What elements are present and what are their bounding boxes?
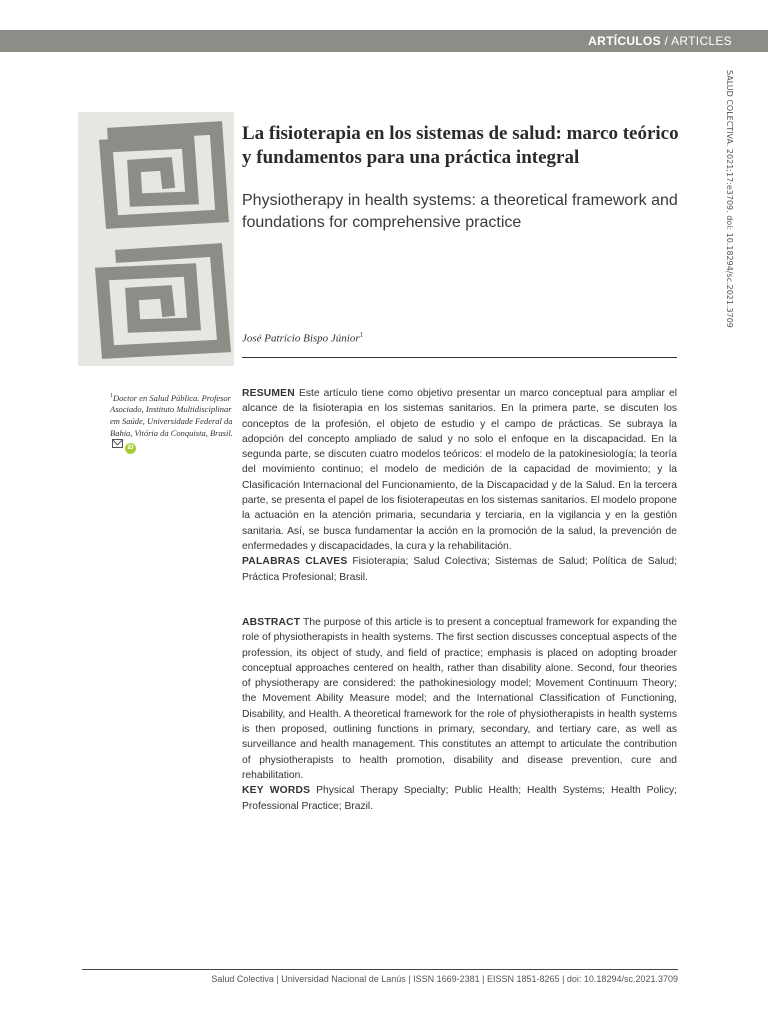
footer-divider bbox=[82, 969, 678, 970]
resumen-text: Este artículo tiene como objetivo presentar un marco conceptual para ampliar el alcance de la fisioterapia en los sistemas sanitarios. En la primera parte, se discuten los conceptos de la profesión, el objeto de estudio y el campo de prácticas. Se subraya la adopción del concepto ampliado de salud y no solo el enfoque en la discapacidad. En la segunda parte, se discuten cuatro modelos teóricos: el modelo de la patokinesiología; la teoría del movimiento continuo; el modelo de medición de la capacidad de movimiento; y la Clasificación Internacional del Funcionamiento, de la Discapacidad y de la Salud. En la tercera parte, se presenta el papel de los fisioterapeutas en los sistemas sanitarios. El modelo propone la actuación en la atención primaria, secundaria y terciaria, en la vigilancia y en la gestión sanitaria. Así, se busca fundamentar la acción en la promoción de la salud, la prevención de enfermedades y discapacidades, la cura y la rehabilitación. bbox=[242, 388, 678, 552]
author-superscript: 1 bbox=[359, 331, 364, 339]
affiliation-text: Doctor en Salud Pública. Profesor Asociado, Instituto Multidisciplinar em Saúde, Universidade Federal da Bahia, Vitória da Conquista, Brasil. bbox=[110, 392, 233, 438]
author-name[interactable]: José Patrício Bispo Júnior bbox=[242, 332, 360, 345]
mail-icon[interactable] bbox=[112, 439, 123, 448]
resumen-block bbox=[242, 386, 677, 585]
affiliation-note bbox=[110, 391, 236, 454]
section-label bbox=[588, 34, 732, 48]
section-label-en: ARTICLES bbox=[671, 34, 732, 48]
section-header-bar bbox=[0, 30, 768, 52]
spiral-logo-icon bbox=[78, 112, 234, 366]
header-divider bbox=[242, 357, 677, 358]
palabras-claves-text: Fisioterapia; Salud Colectiva; Sistemas de Salud; Política de Salud; Práctica Profesional; Brasil. bbox=[242, 556, 677, 583]
article-title-en: Physiotherapy in health systems: a theoretical framework and foundations for comprehensive practice bbox=[242, 192, 678, 231]
palabras-claves-label: PALABRAS CLAVES bbox=[242, 556, 348, 568]
abstract-block bbox=[242, 615, 677, 814]
keywords-text: Physical Therapy Specialty; Public Health; Health Systems; Health Policy; Professional Practice; Brazil. bbox=[242, 785, 677, 812]
abstract-text: The purpose of this article is to present a conceptual framework for expanding the role of physiotherapists in health systems. The first section discusses conceptual aspects of the profession, its object of study, and field of practice; emphasis is placed on adopting broader conceptual approaches centered on health, rather than disability alone. Second, four theories of physiotherapy are considered: the pathokinesiology model; Movement Continuum Theory; the Movement Ability Measure model; and the International Classification of Functioning, Disability, and Health. A theoretical framework for the role of physiotherapists in health systems is then proposed, outlining functions in primary, secondary, and tertiary care, as well as surveillance and health management. This constitutes an attempt to articulate the contribution of physiotherapists to health promotion, disability and disease prevention, cure and rehabilitation. bbox=[242, 617, 677, 781]
keywords-label: KEY WORDS bbox=[242, 785, 311, 797]
affiliation-superscript: 1 bbox=[110, 393, 113, 399]
abstract-label: ABSTRACT bbox=[242, 617, 301, 628]
vertical-citation bbox=[722, 70, 736, 334]
page-footer: Salud Colectiva | Universidad Nacional de Lanús | ISSN 1669-2381 | EISSN 1851-8265 | doi: 10.18294/sc.2021.3709 bbox=[211, 974, 678, 984]
section-label-es: ARTÍCULOS bbox=[588, 34, 661, 48]
resumen-label: RESUMEN bbox=[242, 388, 295, 399]
orcid-icon[interactable]: iD bbox=[125, 443, 136, 454]
author-line bbox=[242, 331, 682, 345]
article-title-es: La fisioterapia en los sistemas de salud: marco teórico y fundamentos para una práctica integral bbox=[242, 123, 679, 168]
citation-text: SALUD COLECTIVA. 2021;17:e3709. doi: 10.18294/sc.2021.3709 bbox=[725, 70, 734, 328]
section-separator: / bbox=[660, 34, 672, 48]
